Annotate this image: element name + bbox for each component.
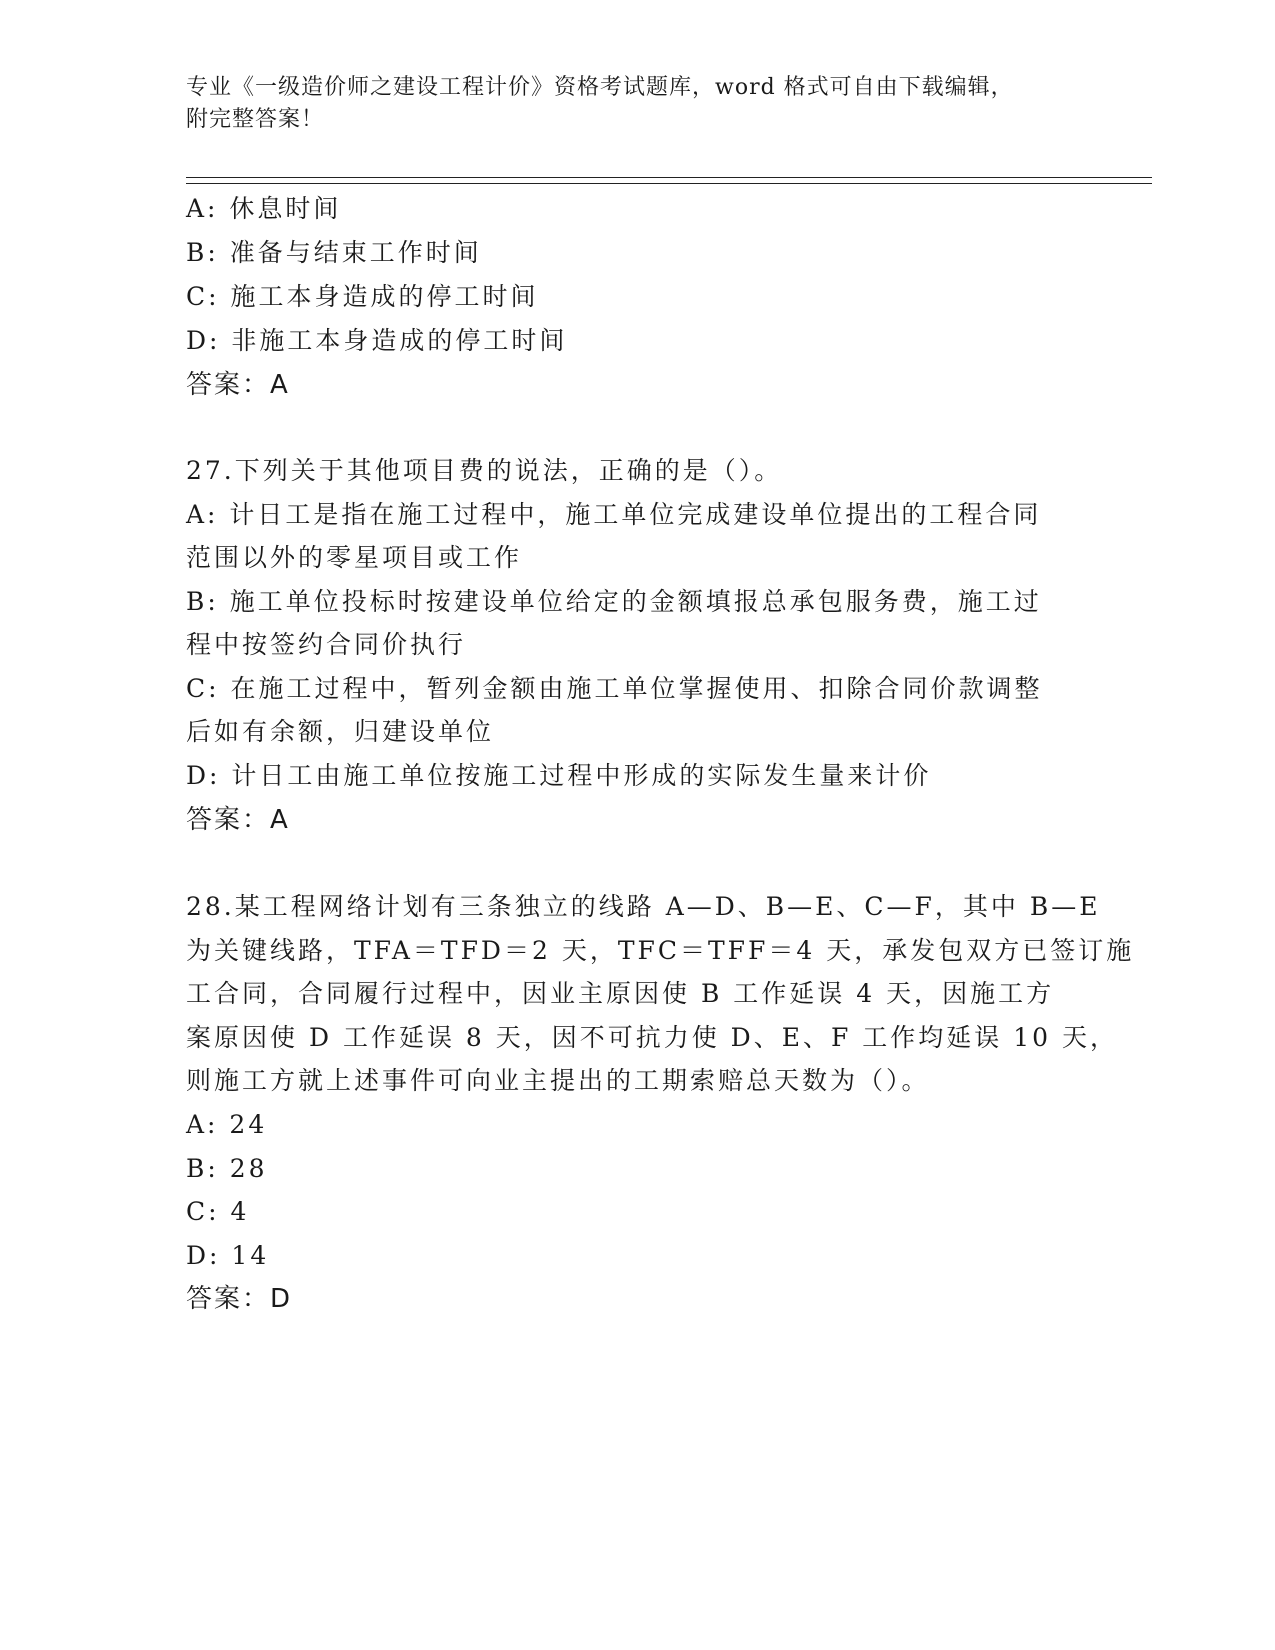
- header-divider-top: [186, 177, 1152, 178]
- q28-question-line-5: 则施工方就上述事件可向业主提出的工期索赔总天数为（）。: [186, 1066, 930, 1095]
- q28-question-line-1: 28.某工程网络计划有三条独立的线路 A—D、B—E、C—F，其中 B—E: [186, 892, 1101, 921]
- q27-option-c-line-2: 后如有余额，归建设单位: [186, 717, 495, 746]
- q28-question-line-2: 为关键线路，TFA＝TFD＝2 天，TFC＝TFF＝4 天，承发包双方已签订施: [186, 936, 1135, 965]
- document-header: [186, 72, 1066, 136]
- header-line-1: 专业《一级造价师之建设工程计价》资格考试题库，word 格式可自由下载编辑，: [186, 75, 1014, 100]
- q28-option-c: C: 4: [186, 1197, 250, 1226]
- q27-option-a-line-1: A: 计日工是指在施工过程中，施工单位完成建设单位提出的工程合同: [186, 500, 1042, 529]
- q27-option-b-line-2: 程中按签约合同价执行: [186, 630, 467, 659]
- q28-option-d: D: 14: [186, 1241, 270, 1270]
- q27-option-c-line-1: C: 在施工过程中，暂列金额由施工单位掌握使用、扣除合同价款调整: [186, 674, 1043, 703]
- q28-option-a: A: 24: [186, 1110, 268, 1139]
- q27-option-a-line-2: 范围以外的零星项目或工作: [186, 543, 523, 572]
- q26-option-a: A: 休息时间: [186, 194, 342, 223]
- q27-question: 27.下列关于其他项目费的说法，正确的是（）。: [186, 456, 783, 485]
- q27-answer: 答案：A: [186, 805, 290, 835]
- q28-answer: 答案：D: [186, 1284, 293, 1314]
- q27-option-d: D: 计日工由施工单位按施工过程中形成的实际发生量来计价: [186, 761, 932, 790]
- q26-option-d: D: 非施工本身造成的停工时间: [186, 326, 568, 355]
- q28-option-b: B: 28: [186, 1154, 268, 1183]
- header-line-2: 附完整答案！: [186, 107, 325, 132]
- q28-question-line-3: 工合同，合同履行过程中，因业主原因使 B 工作延误 4 天，因施工方: [186, 979, 1055, 1008]
- header-divider-bottom: [186, 183, 1152, 184]
- q26-answer: 答案：A: [186, 370, 290, 400]
- q28-question-line-4: 案原因使 D 工作延误 8 天，因不可抗力使 D、E、F 工作均延误 10 天，: [186, 1023, 1118, 1052]
- q26-option-b: B: 准备与结束工作时间: [186, 238, 482, 267]
- q26-option-c: C: 施工本身造成的停工时间: [186, 282, 539, 311]
- q27-option-b-line-1: B: 施工单位投标时按建设单位给定的金额填报总承包服务费，施工过: [186, 587, 1042, 616]
